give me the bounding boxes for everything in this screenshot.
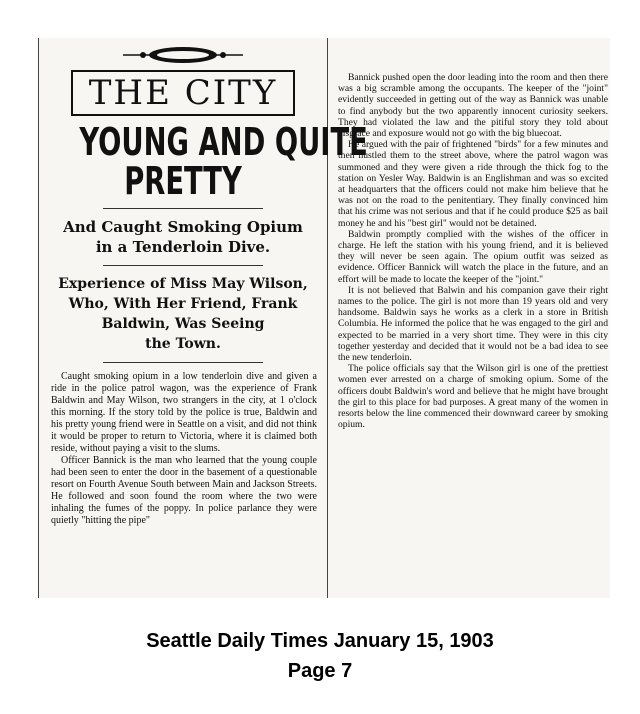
caption-source: Seattle Daily Times January 15, 1903 [146,630,494,652]
headline-line1: YOUNG AND QUITE [79,120,368,164]
subhead-2 [49,274,317,354]
left-article-body [51,371,317,527]
subhead-1-line2: in a Tenderloin Dive. [95,238,271,256]
paragraph: Officer Bannick is the man who learned that the young couple had been seen to enter the door in the basement of a questionable resort on Fourth Avenue South between Main and Jackson Streets. He followed and soon found the room where the two were inhaling the fumes of the poppy. In police parlance they were quietly "hitting the pipe" [51,455,317,526]
newspaper-clipping [38,38,610,598]
divider [103,208,263,209]
subhead-2-line4: the Town. [145,336,221,352]
subhead-2-line3: Baldwin, Was Seeing [101,316,265,332]
paragraph: Bannick pushed open the door leading into the room and then there was a big scramble among the occupants. The keeper of the "joint" evidently succeeded in getting out of the way as Bannick was unable to find anybody but the two apparently innocent curiosity seekers. They had violated the law and the pitiful story they told about disgrace and exposure would not go with the big bluecoat. [338,72,608,140]
paragraph: The police officials say that the Wilson girl is one of the prettiest women ever arrested on a charge of smoking opium. Some of the officers doubt Baldwin's word and believe that he might have brought the girl to this place for bad purposes. A great many of the women in resorts below the line commenced their downward career by smoking opium. [338,363,608,431]
masthead: THE CITY [71,70,295,116]
subhead-2-line2: Who, With Her Friend, Frank [68,296,298,312]
left-column [38,38,368,598]
subhead-1-line1: And Caught Smoking Opium [63,218,303,236]
ornament-icon [123,46,243,64]
divider [103,265,263,266]
subhead-2-line1: Experience of Miss May Wilson, [58,276,308,292]
headline-line2: PRETTY [124,159,242,203]
paragraph: He argued with the pair of frightened "birds" for a few minutes and then hustled them to the street above, where the patrol wagon was summoned and they were given a ride through the thick fog to the station on Yesler Way. Baldwin is an Englishman and was so excited at headquarters that the officers could not make him believe that he was not on the road to the penitentiary. They finally convinced him that his crime was not serious and that if he could produce $25 as bail money he and his "best girl" would not be detained. [338,139,608,229]
paragraph: It is not believed that Balwin and his companion gave their right names to the police. The girl is not more than 19 years old and very handsome. Baldwin says he works as a clerk in a store in British Columbia. He informed the police that he was engaged to the girl and expected to be married in a very short time. They were in this city together yesterday and decided that it would not be a bad idea to see the new tenderloin. [338,284,608,364]
paragraph: Baldwin promptly complied with the wishes of the officer in charge. He left the station with his young friend, and it is believed they will never be seen again. The opium outfit was seized as evidence. Officer Bannick will watch the place in the future, and an effort will be made to locate the keeper of the "joint." [338,228,608,285]
divider [103,362,263,363]
paragraph: Caught smoking opium in a low tenderloin dive and given a ride in the police patrol wagon, was the experience of Frank Baldwin and May Wilson, two strangers in the city, at 1 o'clock this morning. If the story told by the police is true, Baldwin and his pretty young friend were in Seattle on a visit, and did not think it would be proper to return to Victoria, where it is claimed both reside, without paying a visit to the slums. [51,371,317,454]
subhead-1 [49,217,317,257]
caption-page: Page 7 [287,660,353,682]
right-column [338,72,608,431]
